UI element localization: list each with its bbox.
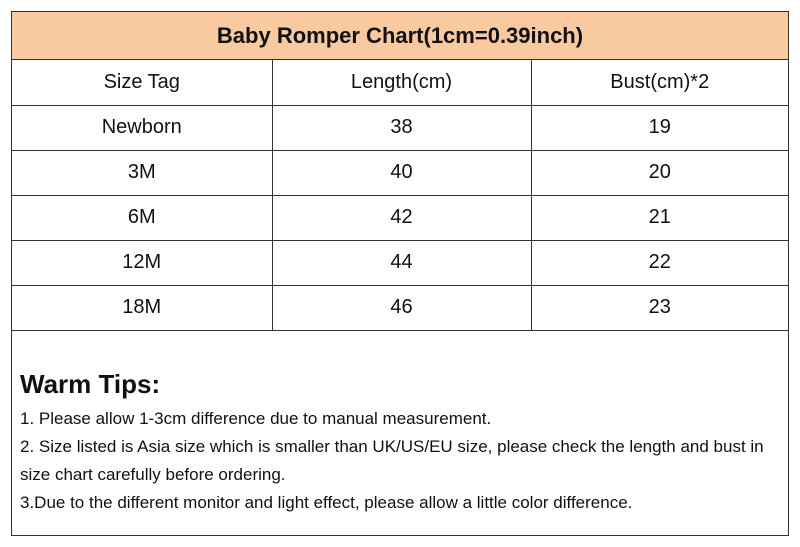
header-size-tag: Size Tag <box>12 60 272 105</box>
tip-line: 2. Size listed is Asia size which is smaller than UK/US/EU size, please check the length and bust in size chart carefully before ordering. <box>20 437 764 484</box>
cell-length: 46 <box>272 285 531 330</box>
cell-bust: 21 <box>531 195 788 240</box>
warm-tips-heading: Warm Tips: <box>20 369 161 399</box>
cell-bust: 20 <box>531 150 788 195</box>
cell-bust: 23 <box>531 285 788 330</box>
table-row <box>12 240 788 285</box>
size-chart-frame <box>11 11 789 536</box>
cell-size-tag: Newborn <box>12 105 272 150</box>
cell-length: 44 <box>272 240 531 285</box>
cell-size-tag: 3M <box>12 150 272 195</box>
warm-tips-section <box>12 337 788 517</box>
size-table <box>12 60 788 331</box>
cell-size-tag: 18M <box>12 285 272 330</box>
table-row <box>12 195 788 240</box>
cell-bust: 19 <box>531 105 788 150</box>
table-row <box>12 150 788 195</box>
table-header-row <box>12 60 788 105</box>
cell-bust: 22 <box>531 240 788 285</box>
cell-size-tag: 6M <box>12 195 272 240</box>
table-row <box>12 105 788 150</box>
header-length: Length(cm) <box>272 60 531 105</box>
chart-title: Baby Romper Chart(1cm=0.39inch) <box>12 12 788 60</box>
table-row <box>12 285 788 330</box>
header-bust: Bust(cm)*2 <box>531 60 788 105</box>
tip-line: 3.Due to the different monitor and light effect, please allow a little color difference. <box>20 493 633 512</box>
cell-size-tag: 12M <box>12 240 272 285</box>
cell-length: 38 <box>272 105 531 150</box>
cell-length: 40 <box>272 150 531 195</box>
cell-length: 42 <box>272 195 531 240</box>
tip-line: 1. Please allow 1-3cm difference due to manual measurement. <box>20 409 492 428</box>
